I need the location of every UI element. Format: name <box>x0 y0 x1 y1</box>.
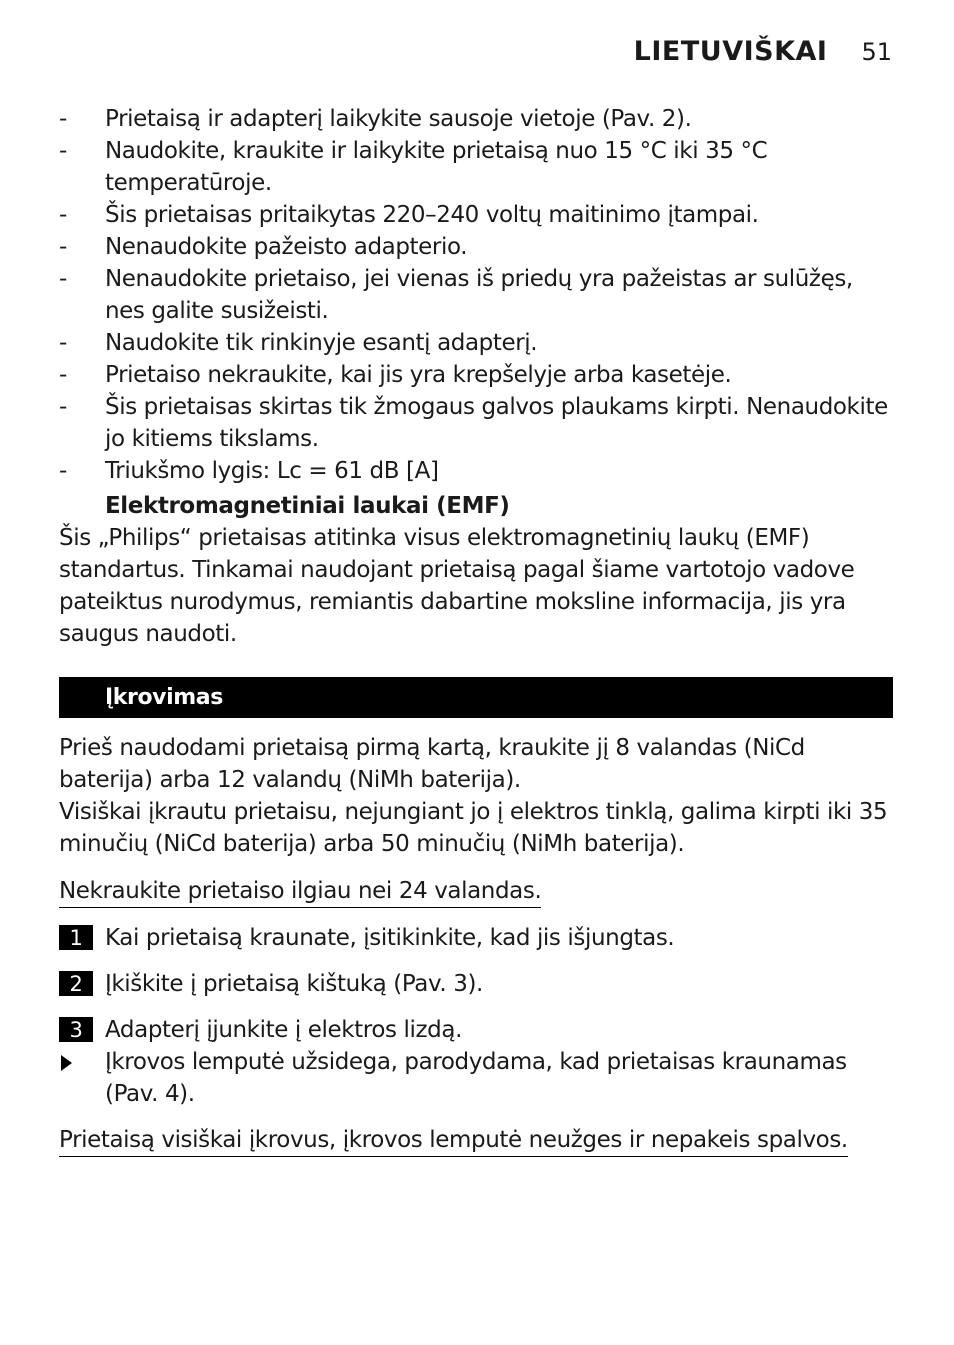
page-number: 51 <box>861 38 892 66</box>
list-item: - Naudokite, kraukite ir laikykite prietaisą nuo 15 °C iki 35 °C temperatūroje. <box>59 135 893 199</box>
step-text: Įkiškite į prietaisą kištuką (Pav. 3). <box>105 971 483 997</box>
warning-list <box>59 103 893 487</box>
bullet-dash: - <box>59 394 67 420</box>
step-number-badge: 3 <box>59 1017 93 1042</box>
list-item: - Naudokite tik rinkinyje esantį adapterį. <box>59 327 893 359</box>
emf-heading: Elektromagnetiniai laukai (EMF) <box>105 493 510 519</box>
bullet-dash: - <box>59 362 67 388</box>
result-text: Įkrovos lemputė užsidega, parodydama, kad prietaisas kraunamas (Pav. 4). <box>105 1049 847 1107</box>
charging-indicator-note: Prietaisą visiškai įkrovus, įkrovos lemputė neužges ir nepakeis spalvos. <box>59 1125 848 1157</box>
charging-note: Nekraukite prietaiso ilgiau nei 24 valandas. <box>59 876 541 908</box>
charging-runtime-paragraph: Visiškai įkrautu prietaisu, nejungiant jo į elektros tinklą, galima kirpti iki 35 minučių (NiCd baterija) arba 50 minučių (NiMh baterija). <box>59 799 888 857</box>
list-item: - Šis prietaisas pritaikytas 220–240 voltų maitinimo įtampai. <box>59 199 893 231</box>
result-arrow-icon <box>61 1055 72 1071</box>
step-text: Kai prietaisą kraunate, įsitikinkite, kad jis išjungtas. <box>105 925 675 951</box>
section-title-charging: Įkrovimas <box>59 677 893 718</box>
bullet-dash: - <box>59 138 67 164</box>
list-item: - Prietaisą ir adapterį laikykite sausoje vietoje (Pav. 2). <box>59 103 893 135</box>
bullet-dash: - <box>59 106 67 132</box>
emf-paragraph: Šis „Philips“ prietaisas atitinka visus elektromagnetinių laukų (EMF) standartus. Tinkamai naudojant prietaisą pagal šiame vartotojo vadove pateiktus nurodymus, remiantis dabartine moksline informacija, jis yra saugus naudoti. <box>59 525 855 647</box>
list-item: - Triukšmo lygis: Lc = 61 dB [A] <box>59 455 893 487</box>
page-header <box>634 36 892 67</box>
language-label: LIETUVIŠKAI <box>633 36 828 67</box>
step-1 <box>59 922 893 954</box>
bullet-dash: - <box>59 458 67 484</box>
step-number-badge: 1 <box>59 925 93 950</box>
charging-intro-paragraph: Prieš naudodami prietaisą pirmą kartą, kraukite jį 8 valandas (NiCd baterija) arba 12 valandų (NiMh baterija). <box>59 735 805 793</box>
bullet-dash: - <box>59 234 67 260</box>
list-item: - Prietaiso nekraukite, kai jis yra krepšelyje arba kasetėje. <box>59 359 893 391</box>
page-content <box>59 103 893 1157</box>
step-number-badge: 2 <box>59 971 93 996</box>
step-3 <box>59 1014 893 1046</box>
step-2 <box>59 968 893 1000</box>
list-item: - Nenaudokite pažeisto adapterio. <box>59 231 893 263</box>
step-text: Adapterį įjunkite į elektros lizdą. <box>105 1017 462 1043</box>
list-item: - Nenaudokite prietaiso, jei vienas iš priedų yra pažeistas ar sulūžęs, nes galite susižeisti. <box>59 263 893 327</box>
bullet-dash: - <box>59 330 67 356</box>
bullet-dash: - <box>59 202 67 228</box>
step-result <box>59 1046 893 1110</box>
list-item: - Šis prietaisas skirtas tik žmogaus galvos plaukams kirpti. Nenaudokite jo kitiems tikslams. <box>59 391 893 455</box>
bullet-dash: - <box>59 266 67 292</box>
